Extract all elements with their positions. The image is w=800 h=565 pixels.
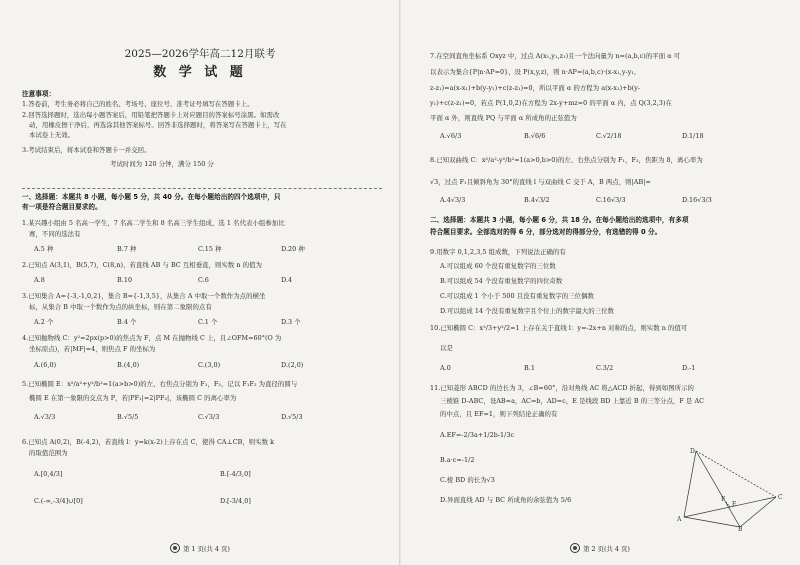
q4-option-d: D.(2,0) [281, 361, 304, 369]
q7-option-b: B.√6/6 [524, 132, 546, 140]
label-b: B [738, 526, 743, 531]
q11-option-c: C.棱 BD 的长为√3 [440, 476, 495, 484]
notice-line: 2.回答选择题时，选出每小题答案后，用铅笔把答题卡上对应题目的答案标号涂黑。如需改 [22, 111, 280, 119]
q9-option-c: C.可以组成 1 个小于 500 且没有重复数字的三位偶数 [440, 292, 594, 300]
edge-bd [696, 451, 740, 527]
section-one-heading: 一、选择题：本题共 8 小题，每小题 5 分，共 40 分。在每小题给出的四个选项中，只 [22, 193, 281, 201]
q2-option-c: C.6 [198, 276, 209, 284]
q1-option-b: B.7 种 [117, 245, 137, 253]
label-f: F [721, 496, 726, 503]
question-6: 6.已知点 A(0,2)，B(-4,2)，若直线 l：y=k(x-2)上存在点 C，使得 CA⊥CB，则实数 k [22, 438, 275, 446]
label-e: E [732, 501, 737, 508]
q3-option-a: A.2 个 [34, 318, 54, 326]
question-4-cont: 坐标原点)，若|MF|=4，则焦点 F 的坐标为 [29, 345, 156, 353]
q9-option-d: D.可以组成 14 个没有重复数字且个位上的数字最大的三位数 [440, 307, 614, 315]
exam-subject: 数 学 试 题 [153, 65, 247, 80]
q11-option-d: D.异面直线 AD 与 BC 所成角的余弦值为 5/6 [440, 496, 572, 504]
notice-heading: 注意事项： [22, 90, 56, 98]
q3-option-b: B.4 个 [117, 318, 137, 326]
q10-option-b: B.1 [524, 364, 535, 372]
q5-option-a: A.√3/3 [34, 413, 56, 421]
edge-cd [696, 451, 776, 497]
time-note: 考试时间为 120 分钟，满分 150 分 [110, 160, 214, 168]
q4-option-b: B.(4,0) [117, 361, 140, 369]
divider-line [22, 188, 382, 189]
question-7-cont: 以表示为集合{P|n·AP=0}，设 P(x,y,z)，则 n·AP=(a,b,c)·(x-x₁,y-y₁, [430, 68, 637, 76]
question-7-cont: z-z₁)=a(x-x₁)+b(y-y₁)+c(z-z₁)=0，所以平面 α 的方程为 a(x-x₁)+b(y- [430, 84, 641, 92]
q1-option-d: D.20 种 [281, 245, 305, 253]
edge-bc [740, 497, 776, 527]
question-3: 3.已知集合 A={-3,-1,0,2}，集合 B={-1,3,5}，从集合 A 中取一个数作为点的横坐 [22, 292, 266, 300]
label-d: D [690, 448, 695, 455]
question-7-cont: 平面 α 外，则直线 PQ 与平面 α 所成角的正弦值为 [430, 114, 577, 122]
question-8: 8.已知双曲线 C：x²/a²-y²/b²=1(a>0,b>0)的左、右焦点分别为 F₁，F₂，焦距为 8，离心率为 [430, 156, 703, 164]
page-one-number: 第 1 页(共 4 页) [183, 545, 230, 553]
question-10: 10.已知椭圆 C：x²/3+y²/2=1 上存在关于直线 l：y=-2x+n 对称的点，则实数 n 的值可 [430, 324, 688, 332]
notice-line: 本试卷上无效。 [29, 131, 75, 139]
q6-option-c: C.(-∞,-3/4]∪[0] [34, 497, 83, 505]
q7-option-c: C.√2/18 [596, 132, 622, 140]
page-two [400, 0, 800, 565]
q4-option-c: C.(3,0) [198, 361, 221, 369]
label-c: C [778, 494, 783, 501]
q2-option-b: B.10 [117, 276, 133, 284]
q11-option-a: A.EF=-2/3a+1/2b-1/3c [440, 431, 515, 439]
question-4: 4.已知抛物线 C：y²=2px(p>0)的焦点为 F，点 M 在抛物线 C 上，且∠OFM=60°(O 为 [22, 334, 282, 342]
question-1-cont: 赛，不同的选法有 [29, 230, 81, 238]
question-6-cont: 的取值范围为 [29, 449, 68, 457]
question-8-cont: √3，过点 F₁且倾斜角为 30°的直线 l 与双曲线 C 交于 A，B 两点，则|AB|= [430, 178, 651, 186]
question-3-cont: 标，从集合 B 中取一个数作为点的纵坐标，则在第二象限的点有 [29, 303, 212, 311]
q9-option-a: A.可以组成 60 个没有重复数字的三位数 [440, 262, 556, 270]
q10-option-d: D.-1 [682, 364, 696, 372]
q8-option-a: A.4√3/3 [440, 196, 466, 204]
q4-option-a: A.(6,0) [34, 361, 57, 369]
page-two-number: 第 2 页(共 4 页) [583, 545, 630, 553]
question-10-cont: 以是 [440, 344, 453, 352]
q6-option-b: B.[-4/3,0] [220, 470, 251, 478]
question-11: 11.已知菱形 ABCD 的边长为 3，∠B=60°，沿对角线 AC 将△ACD 折起，得到如图所示的 [430, 384, 694, 392]
question-11-cont: 的中点，且 EF=1，则下列结论正确的有 [440, 410, 558, 418]
publisher-logo-icon [570, 543, 580, 553]
notice-line: 1.答卷前，考生务必将自己的姓名、考场号、座位号、准考证号填写在答题卡上。 [22, 100, 254, 108]
question-7: 7.在空间直角坐标系 Oxyz 中，过点 A(x₁,y₁,z₁)且一个法向量为 n=(a,b,c)的平面 α 可 [430, 52, 681, 60]
section-two-heading-cont: 符合题目要求。全部选对的得 6 分，部分选对的得部分分，有选错的得 0 分。 [430, 228, 662, 236]
q9-option-b: B.可以组成 54 个没有重复数字的四位奇数 [440, 277, 563, 285]
q1-option-c: C.15 种 [198, 245, 222, 253]
publisher-logo-icon [170, 543, 180, 553]
q2-option-d: D.4 [281, 276, 293, 284]
q3-option-c: C.1 个 [198, 318, 218, 326]
question-9: 9.用数字 0,1,2,3,5 组成数，下列说法正确的有 [430, 248, 566, 256]
question-2: 2.已知点 A(3,1)，B(5,7)，C(8,n)，若直线 AB 与 BC 互相垂直，则实数 n 的值为 [22, 261, 263, 269]
q7-option-d: D.1/18 [682, 132, 704, 140]
q8-option-c: C.16√3/3 [596, 196, 626, 204]
q2-option-a: A.8 [34, 276, 45, 284]
question-5-cont: 椭圆 E 在第一象限的交点为 P，若|PF₁|=2|PF₂|，该椭圆 C 的离心率为 [29, 394, 237, 402]
question-11-cont: 三棱锥 D-ABC，设AB=a，AC=b，AD=c，E 是线段 BD 上靠近 B 的三等分点，F 是 AC [440, 397, 705, 405]
notice-line: 动，用橡皮擦干净后，再选涂其他答案标号。回答非选择题时，将答案写在答题卡上，写在 [29, 121, 287, 129]
exam-title: 2025—2026学年高二12月联考 [124, 48, 276, 60]
q5-option-c: C.√3/3 [198, 413, 220, 421]
q5-option-b: B.√5/5 [117, 413, 139, 421]
q6-option-d: D.[-3/4,0] [220, 497, 251, 505]
question-1: 1.某兴趣小组由 5 名高一学生，7 名高二学生和 8 名高三学生组成，选 1 名代表小组参加比 [22, 219, 285, 227]
tetrahedron-figure [676, 445, 786, 531]
page-one-footer [0, 543, 400, 553]
edge-ad [684, 451, 696, 517]
section-one-heading-cont: 有一项是符合题目要求的。 [22, 203, 102, 211]
q7-option-a: A.√6/3 [440, 132, 462, 140]
question-7-cont: y₁)+c(z-z₁)=0，若点 P(1,0,2)在方程为 2x-y+mz=0 的平面 α 内，点 Q(3,2,3)在 [430, 99, 672, 107]
edge-ab [684, 517, 740, 527]
q1-option-a: A.5 种 [34, 245, 54, 253]
q6-option-a: A.[0,4/3] [34, 470, 63, 478]
label-a: A [677, 516, 682, 523]
q10-option-a: A.0 [440, 364, 451, 372]
q10-option-c: C.3/2 [596, 364, 614, 372]
q8-option-b: B.4√3/2 [524, 196, 550, 204]
q8-option-d: D.16√3/3 [682, 196, 712, 204]
page-two-footer [400, 543, 800, 553]
q3-option-d: D.3 个 [281, 318, 301, 326]
q5-option-d: D.√5/3 [281, 413, 303, 421]
section-two-heading: 二、选择题：本题共 3 小题，每小题 6 分，共 18 分。在每小题给出的选项中，有多项 [430, 216, 689, 224]
q11-option-b: B.a·c=-1/2 [440, 456, 475, 464]
question-5: 5.已知椭圆 E：x²/a²+y²/b²=1(a>b>0)的左、右焦点分别为 F₁，F₂，记以 F₁F₂ 为直径的圆与 [22, 380, 298, 388]
notice-line: 3.考试结束后，将本试卷和答题卡一并交回。 [22, 146, 151, 154]
